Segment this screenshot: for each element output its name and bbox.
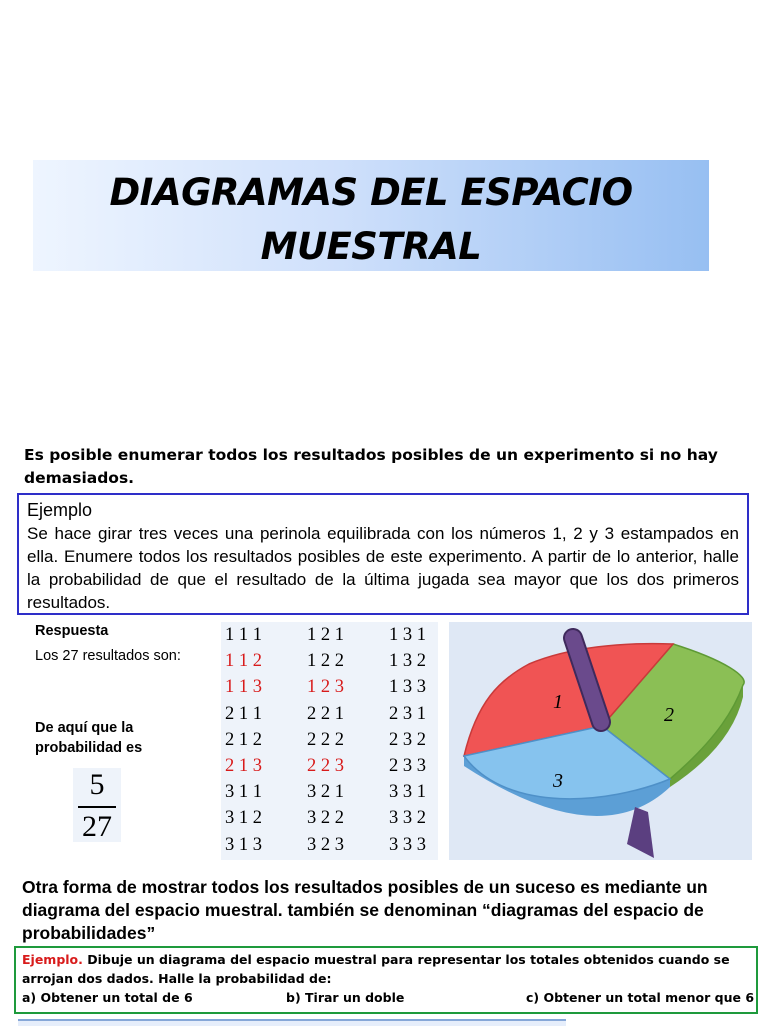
- result-cell: 1 3 2: [389, 651, 426, 672]
- result-cell: 2 1 1: [225, 703, 262, 724]
- title-banner: [33, 160, 709, 271]
- answer-label: Respuesta: [35, 623, 109, 639]
- segment-label-2: 2: [664, 704, 674, 726]
- fraction-numerator: 5: [89, 768, 105, 801]
- result-cell: 3 1 3: [225, 834, 262, 855]
- result-cell: 3 2 2: [307, 808, 344, 829]
- conclusion-text: De aquí que la probabilidad es: [35, 720, 143, 756]
- example2-box: [14, 946, 758, 1014]
- fraction-denominator: 27: [82, 810, 112, 843]
- example2-text: Dibuje un diagrama del espacio muestral para representar los totales obtenidos cuando se arrojan dos dados. Halle la probabilidad de:: [22, 952, 730, 986]
- result-cell: 1 2 1: [307, 625, 344, 645]
- example2-text-block: [22, 950, 750, 988]
- result-cell: 1 3 3: [389, 677, 426, 698]
- result-cell: 2 3 3: [389, 756, 426, 776]
- example-box: [17, 493, 749, 615]
- example-heading: Ejemplo: [27, 500, 93, 520]
- result-cell: 3 1 2: [225, 808, 262, 829]
- fraction-bar: [78, 806, 116, 808]
- result-cell: 3 2 1: [307, 782, 344, 803]
- result-cell: 3 3 2: [389, 808, 426, 829]
- option-b: b) Tirar un doble: [286, 990, 405, 1005]
- results-table: [221, 622, 438, 860]
- spinner-illustration: [449, 622, 752, 860]
- segment-label-3: 3: [553, 770, 563, 792]
- result-cell: 2 3 2: [389, 729, 426, 750]
- result-cell: 1 2 3: [307, 677, 344, 698]
- results-count-label: Los 27 resultados son:: [35, 648, 181, 664]
- result-cell: 2 3 1: [389, 703, 426, 724]
- example-body: Se hace girar tres veces una perinola equilibrada con los números 1, 2 y 3 estampados en ella. Enumere todos los resultados posibles de este experimento. A partir de lo anterior, halle la probabilidad de que el resultado de la última jugada sea mayor que los dos primeros resultados.: [27, 524, 739, 612]
- title-line-1: DIAGRAMAS DEL ESPACIO: [109, 171, 633, 214]
- result-cell: 2 1 3: [225, 756, 262, 776]
- segment-label-1: 1: [553, 691, 563, 713]
- result-cell: 1 2 2: [307, 651, 344, 672]
- result-cell: 3 3 1: [389, 782, 426, 803]
- option-a: a) Obtener un total de 6: [22, 990, 193, 1005]
- page-title: [33, 166, 709, 274]
- title-line-2: MUESTRAL: [260, 225, 482, 268]
- result-cell: 1 1 2: [225, 651, 262, 672]
- result-cell: 2 2 1: [307, 703, 344, 724]
- result-cell: 1 1 1: [225, 625, 262, 645]
- next-section-edge: [18, 1019, 566, 1026]
- result-cell: 3 2 3: [307, 834, 344, 855]
- result-cell: 2 2 2: [307, 729, 344, 750]
- example2-options: [22, 988, 755, 1007]
- example2-label: Ejemplo.: [22, 952, 83, 967]
- result-cell: 3 3 3: [389, 834, 426, 855]
- result-cell: 3 1 1: [225, 782, 262, 803]
- intro-text: Es posible enumerar todos los resultados posibles de un experimento si no hay demasiados.: [24, 446, 718, 487]
- result-cell: 2 2 3: [307, 756, 344, 776]
- probability-fraction: [73, 768, 121, 842]
- spinner-tip: [627, 807, 654, 858]
- result-cell: 2 1 2: [225, 729, 262, 750]
- result-cell: 1 1 3: [225, 677, 262, 698]
- spinner-svg: [449, 622, 752, 860]
- second-paragraph: Otra forma de mostrar todos los resultados posibles de un suceso es mediante un diagrama del espacio muestral. también se denominan “diagramas del espacio de probabilidades”: [22, 877, 708, 943]
- option-c: c) Obtener un total menor que 6: [526, 990, 755, 1005]
- result-cell: 1 3 1: [389, 625, 426, 645]
